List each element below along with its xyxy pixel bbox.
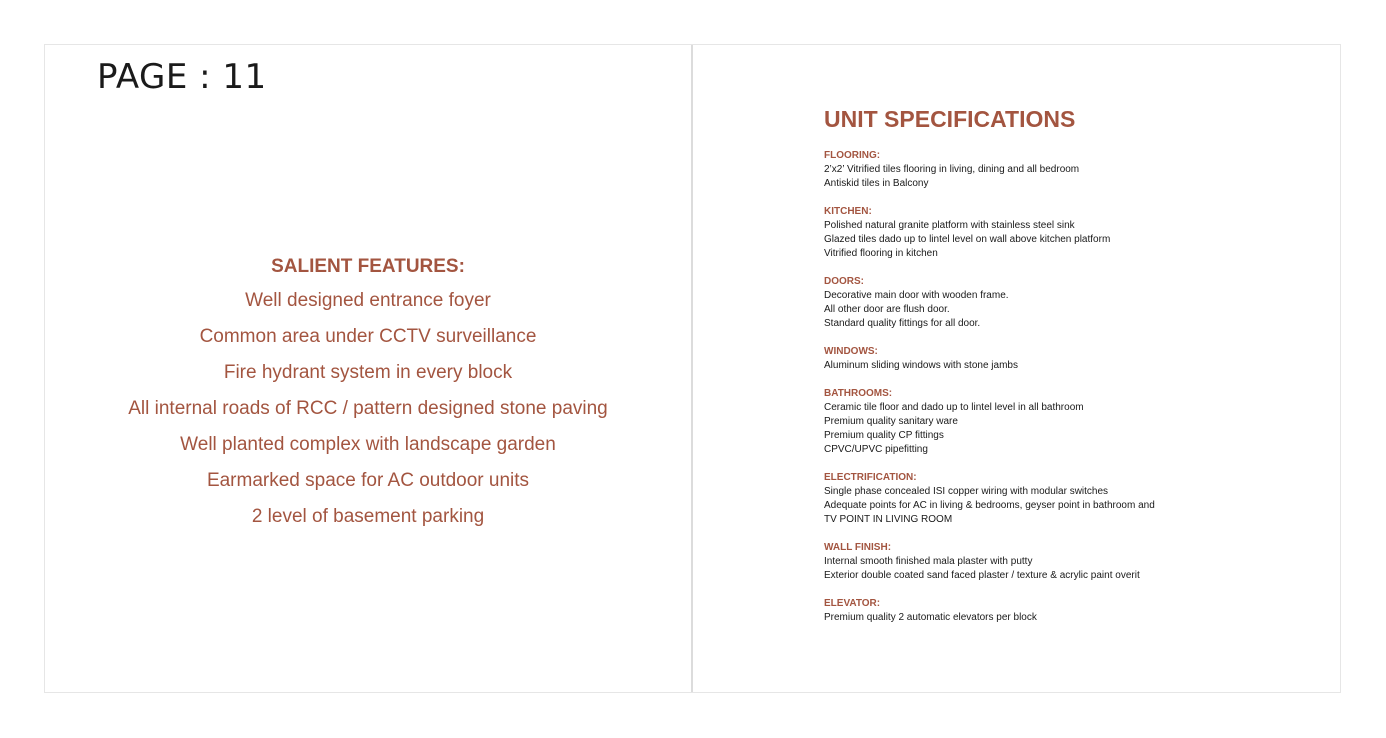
- unit-specifications: [824, 105, 1344, 639]
- spec-line: Single phase concealed ISI copper wiring with modular switches: [824, 486, 1109, 497]
- spec-line: Aluminum sliding windows with stone jambs: [824, 360, 1018, 371]
- spec-line: Decorative main door with wooden frame.: [824, 290, 1009, 301]
- spec-section-elevator: [824, 597, 1344, 625]
- spec-line: CPVC/UPVC pipefitting: [824, 444, 928, 455]
- spec-heading: DOORS:: [824, 276, 864, 287]
- spec-lines: [824, 359, 1344, 373]
- right-page: [693, 45, 1340, 692]
- spec-line: Premium quality 2 automatic elevators per block: [824, 612, 1037, 623]
- spec-section-flooring: [824, 149, 1344, 191]
- spec-section-electrification: [824, 471, 1344, 527]
- spec-line: Internal smooth finished mala plaster with putty: [824, 556, 1033, 567]
- feature-item: Well designed entrance foyer: [245, 290, 491, 311]
- feature-item: 2 level of basement parking: [251, 506, 485, 527]
- feature-item: Earmarked space for AC outdoor units: [206, 470, 530, 491]
- spec-heading: FLOORING:: [824, 150, 881, 161]
- unit-specifications-title: UNIT SPECIFICATIONS: [824, 106, 1076, 132]
- salient-features-title: SALIENT FEATURES:: [271, 256, 465, 277]
- feature-item: Common area under CCTV surveillance: [199, 326, 537, 347]
- salient-features: [45, 255, 691, 541]
- feature-item: Well planted complex with landscape garden: [180, 434, 556, 455]
- spec-line: Glazed tiles dado up to lintel level on wall above kitchen platform: [824, 234, 1111, 245]
- left-page: [45, 45, 693, 692]
- spec-line: Adequate points for AC in living & bedrooms, geyser point in bathroom and: [824, 500, 1155, 511]
- spec-line: Standard quality fittings for all door.: [824, 318, 981, 329]
- spec-lines: [824, 611, 1344, 625]
- spec-line: All other door are flush door.: [824, 304, 950, 315]
- spec-heading: KITCHEN:: [824, 206, 872, 217]
- spec-section-kitchen: [824, 205, 1344, 261]
- spec-lines: [824, 163, 1344, 191]
- spec-line: Antiskid tiles in Balcony: [824, 178, 929, 189]
- spec-lines: [824, 485, 1344, 527]
- spec-section-bathrooms: [824, 387, 1344, 457]
- spec-section-doors: [824, 275, 1344, 331]
- spec-line: Premium quality CP fittings: [824, 430, 944, 441]
- spec-section-windows: [824, 345, 1344, 373]
- feature-item: Fire hydrant system in every block: [223, 362, 513, 383]
- spec-lines: [824, 555, 1344, 583]
- spec-heading: WALL FINISH:: [824, 542, 892, 553]
- spec-lines: [824, 219, 1344, 261]
- spec-line: Polished natural granite platform with stainless steel sink: [824, 220, 1075, 231]
- spec-line: Exterior double coated sand faced plaster / texture & acrylic paint overit: [824, 570, 1140, 581]
- feature-item: All internal roads of RCC / pattern designed stone paving: [128, 398, 608, 419]
- spec-line: Premium quality sanitary ware: [824, 416, 958, 427]
- spec-line: Vitrified flooring in kitchen: [824, 248, 938, 259]
- spec-lines: [824, 401, 1344, 457]
- page-number: PAGE : 11: [97, 57, 267, 97]
- spec-line: Ceramic tile floor and dado up to lintel level in all bathroom: [824, 402, 1084, 413]
- spec-lines: [824, 289, 1344, 331]
- spec-section-wall-finish: [824, 541, 1344, 583]
- spec-heading: ELEVATOR:: [824, 598, 881, 609]
- salient-features-list: [45, 289, 691, 528]
- spec-line: 2’x2’ Vitrified tiles flooring in living, dining and all bedroom: [824, 164, 1080, 175]
- spec-heading: WINDOWS:: [824, 346, 878, 357]
- spec-line: TV POINT IN LIVING ROOM: [824, 514, 953, 525]
- spec-heading: ELECTRIFICATION:: [824, 472, 917, 483]
- spec-heading: BATHROOMS:: [824, 388, 893, 399]
- brochure-spread: [44, 44, 1341, 693]
